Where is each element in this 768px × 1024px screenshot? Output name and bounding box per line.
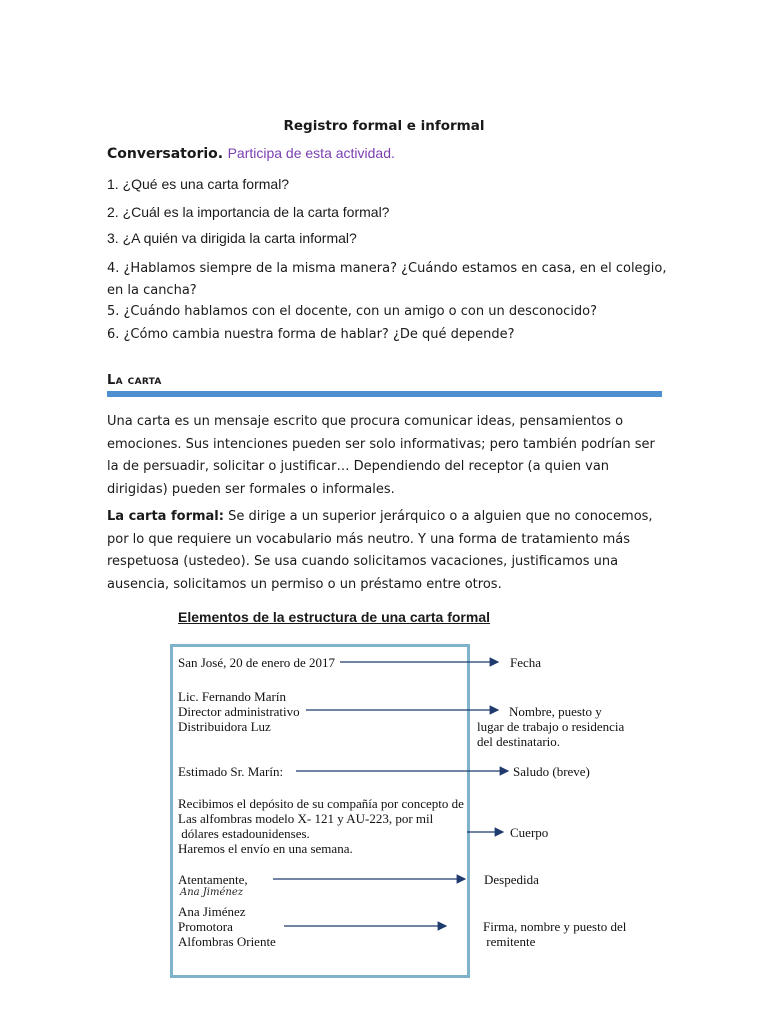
question-4: 4. ¿Hablamos siempre de la misma manera? ¿Cuándo estamos en casa, en el colegio, en la cancha? <box>107 261 667 298</box>
question-5: 5. ¿Cuándo hablamos con el docente, con un amigo o con un desconocido? <box>107 304 598 319</box>
letter-recipient-company: Distribuidora Luz <box>178 719 271 734</box>
letter-closing: Atentamente, <box>178 872 248 887</box>
letter-sender-name: Ana Jiménez <box>178 904 246 919</box>
letter-signature: Ana Jiménez <box>180 887 244 898</box>
label-recipient: del destinatario. <box>477 734 561 749</box>
label-recipient: Nombre, puesto y <box>509 704 602 719</box>
page-title: Registro formal e informal <box>283 118 485 134</box>
label-closing: Despedida <box>484 872 539 887</box>
figure-title: Elementos de la estructura de una carta formal <box>178 609 490 625</box>
label-body: Cuerpo <box>510 825 549 840</box>
question-1: 1. ¿Qué es una carta formal? <box>107 176 290 192</box>
question-2: 2. ¿Cuál es la importancia de la carta formal? <box>107 204 390 220</box>
letter-sender-title: Promotora <box>178 919 233 934</box>
label-date: Fecha <box>510 655 542 670</box>
paragraph-intro: Una carta es un mensaje escrito que procura comunicar ideas, pensamientos o emociones. Sus intenciones pueden ser solo informativas; pero también podrían ser la de persuadir, solicitar o justificar… Dependiendo del receptor (a quien van dirigidas) pueden ser formales o informales. <box>107 414 655 497</box>
section-heading: La carta <box>107 373 162 388</box>
letter-body-line: Las alfombras modelo X- 121 y AU-223, por mil <box>178 811 434 826</box>
conversatorio-label: Conversatorio. <box>107 146 224 162</box>
label-greeting: Saludo (breve) <box>513 764 590 779</box>
label-signature: Firma, nombre y puesto del <box>483 919 627 934</box>
letter-body-line: dólares estadounidenses. <box>178 826 310 841</box>
letter-greeting: Estimado Sr. Marín: <box>178 764 284 779</box>
label-recipient: lugar de trabajo o residencia <box>477 719 625 734</box>
letter-date: San José, 20 de enero de 2017 <box>178 655 336 670</box>
letter-body-line: Recibimos el depósito de su compañía por concepto de <box>178 796 464 811</box>
conversatorio-instruction: Participa de esta actividad. <box>227 145 395 161</box>
letter-sender-company: Alfombras Oriente <box>178 934 276 949</box>
letter-recipient-title: Director administrativo <box>178 704 300 719</box>
formal-text: Se dirige a un superior jerárquico o a alguien que no conocemos, por lo que requiere un vocabulario más neutro. Y una forma de tratamiento más respetuosa (ustedeo). Se usa cuando solicitamos vacaciones, justificamos una ausencia, solicitamos un permiso o un préstamo entre otros. <box>107 509 653 592</box>
question-3: 3. ¿A quién va dirigida la carta informal? <box>107 230 357 246</box>
question-6: 6. ¿Cómo cambia nuestra forma de hablar? ¿De qué depende? <box>107 327 515 342</box>
formal-label: La carta formal: <box>107 509 224 524</box>
letter-recipient-name: Lic. Fernando Marín <box>178 689 286 704</box>
label-signature: remitente <box>483 934 536 949</box>
letter-body-line: Haremos el envío en una semana. <box>178 841 353 856</box>
